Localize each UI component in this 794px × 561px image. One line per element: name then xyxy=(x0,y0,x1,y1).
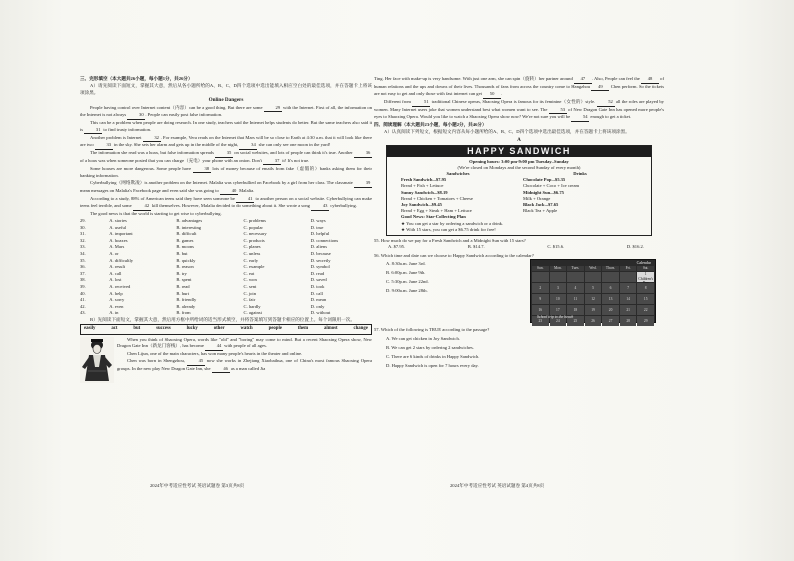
option-b: B. 6:00p.m. June 9th. xyxy=(386,270,426,276)
calendar-day-header: Sat. xyxy=(637,266,654,271)
menu-sign-title: HAPPY SANDWICH xyxy=(387,146,651,157)
option-d: D. Happy Sandwich is open for 7 hours every day. xyxy=(386,362,479,368)
calendar-day-header: Tues. xyxy=(567,266,584,271)
word-option: other xyxy=(213,326,225,332)
drink-item: Midnight Sun...$6.75 xyxy=(523,189,564,195)
question-55 xyxy=(374,238,664,251)
option-c: C. popular xyxy=(243,224,263,230)
option-d: D. helpful xyxy=(310,231,330,237)
sandwich-item: Bread + Egg + Steak + Ham + Lettuce xyxy=(401,208,472,214)
left-page-footer: 2024年中考适应性考试 英语试题卷 第3页共8页 xyxy=(150,483,245,488)
calendar-title: Calendar xyxy=(636,260,651,266)
option-c: C. sent xyxy=(243,283,257,289)
sandwich-item: Bread + Fish + Lettuce xyxy=(401,183,444,189)
calendar-date-cell: 23 xyxy=(532,316,549,326)
option-c: C. unless xyxy=(243,250,261,256)
option-d: D. ways xyxy=(310,218,326,223)
answer-blank: 38 xyxy=(193,166,211,174)
option-c: C. fair xyxy=(243,297,256,303)
option-row xyxy=(80,297,372,304)
opera-paragraphs xyxy=(117,337,372,383)
option-b: B. games xyxy=(176,237,194,243)
answer-blank: 42 xyxy=(133,203,151,211)
calendar-date-cell xyxy=(532,272,549,282)
option-row xyxy=(80,251,372,258)
option-b: B. try xyxy=(176,270,187,276)
calendar-date-cell: 1 Children's xyxy=(638,272,654,281)
calendar-day-header: Thurs. xyxy=(602,266,619,271)
passage-paragraph: This can be a problem when people are doing research. In one study, teachers said the Internet helps students do better. But the same teachers also said it is 31 to find trusty information. xyxy=(80,120,372,134)
option-row xyxy=(80,264,372,271)
opening-hours: Opening hours: 3:00 pm-9:00 pm Tuesday–Sunday xyxy=(469,158,569,164)
calendar-day-header: Fri. xyxy=(620,266,637,271)
option-row xyxy=(80,304,372,311)
option-a: A. useful xyxy=(109,224,127,230)
option-d: D. $16.2. xyxy=(626,244,644,250)
calendar-date-cell: 17 xyxy=(550,305,567,315)
drink-item: Chocolate + Coco + Ice cream xyxy=(523,183,580,189)
calendar-date-cell: 15 xyxy=(637,294,654,304)
option-a: A. help xyxy=(109,290,123,296)
question-number: 39. xyxy=(80,283,86,289)
opera-paragraph: When you think of Shaoxing Opera, words like "old" and "boring" may come to mind. But a recent Shaoxing Opera show, New Dragon Gate Inn（新龙门客栈）, has become 44 with people of all ages. xyxy=(117,337,372,351)
option-d: D. symbol xyxy=(310,264,330,270)
option-b: B. advantages xyxy=(176,218,203,223)
opera-paragraph: Chen was born in Shengzhou, 45 now she works in Zhejiang Xiaobaihua, one of China's most famous Shaoxing Opera groups. In the new play New Dragon Gate Inn, she 46 as a man called Jia xyxy=(117,358,372,373)
calendar-date-cell: 3 xyxy=(550,283,567,293)
answer-blank: 43 xyxy=(311,203,329,211)
option-d: D. secretly xyxy=(310,257,331,263)
option-d: D. saved xyxy=(310,277,327,283)
answer-blank: 36 xyxy=(354,150,372,158)
calendar-day-header: Sun. xyxy=(532,266,549,271)
option-c: C. necessary xyxy=(243,231,267,237)
closed-note: (We're closed on Mondays and the second Sunday of every month) xyxy=(457,164,581,170)
question-number: 34. xyxy=(80,250,86,256)
calendar-date-cell: 20 xyxy=(602,305,619,315)
passage-paragraph: The information she read was a hoax, but false information spreads 35 on social websites, and lots of people can think it's true. Another 36 of a hoax was when someone posted that you can charge（充电）your phone with an onion. Don't 37 it! It's not true. xyxy=(80,150,372,165)
option-c: C. early xyxy=(243,257,259,263)
passage-paragraph: The good news is that the world is starting to get wise to cyberbullying. xyxy=(90,211,222,216)
calendar-date-cell: 13 xyxy=(602,294,619,304)
option-b: B. interesting xyxy=(176,224,202,230)
answer-blank: 52 xyxy=(597,99,615,107)
calendar-date-cell: 22 xyxy=(637,305,654,315)
option-a: A. hoaxes xyxy=(109,237,128,243)
answer-blank: 54 xyxy=(571,114,589,122)
drink-item: Milk + Orange xyxy=(523,195,551,201)
answer-blank: 50 xyxy=(483,91,501,99)
calendar-date-cell: 8 xyxy=(637,283,654,293)
word-option: success xyxy=(156,326,171,332)
question-number: 30. xyxy=(80,224,86,230)
right-column xyxy=(374,76,664,370)
happy-sandwich-menu xyxy=(386,145,652,236)
calendar-date-cell: 19 xyxy=(585,305,602,315)
option-c: C. example xyxy=(243,264,265,270)
option-a: A. in xyxy=(109,310,119,316)
answer-blank: 32 xyxy=(143,135,161,143)
option-c: C. hardly xyxy=(243,303,261,309)
passage-paragraph: According to a study, 88% of American teens said they have seen someone be 41 to another person on a social website. Cyberbullying can make teens feel terrible, and some 42 kill themselves. However, Malalia decided to do something about it. She wrote a song 43 cyberbullying. xyxy=(80,196,372,211)
opera-continuation-2: Different from 51 traditional Chinese operas, Shaoxing Opera is famous for its feminine（女性的）style. 52 all the roles are played by women. Many Internet users joke that women understand best what women want to see. The 53 of New Dragon Gate Inn has opened more people's eyes to Shaoxing Opera. Would you like to watch a Shaoxing Opera show now? We're not sure you will be 54 enough to get a ticket. xyxy=(374,99,664,122)
calendar-date-cell: 7 xyxy=(620,283,637,293)
option-row xyxy=(80,238,372,245)
option-b: B. quickly xyxy=(176,257,196,263)
calendar-caption: School trip to the beach xyxy=(537,314,574,319)
option-c: C. join xyxy=(243,290,257,296)
option-row xyxy=(80,310,372,317)
answer-blank: 45 xyxy=(187,358,205,366)
answer-blank: 46 xyxy=(212,366,230,374)
word-option: act xyxy=(111,326,118,332)
calendar-date-cell: 29 xyxy=(637,316,654,326)
answer-blank: 47 xyxy=(574,76,592,84)
option-d: D. read xyxy=(310,270,325,276)
question-stem: 56. Which time and date can we choose to Happy Sandwich according to the calendar? xyxy=(374,252,534,258)
option-a: A. lost xyxy=(109,277,122,283)
question-number: 38. xyxy=(80,277,86,283)
calendar-date-cell: 2 xyxy=(532,283,549,293)
option-c: C. There are 6 kinds of drinks in Happy Sandwich. xyxy=(386,353,480,359)
answer-blank: 48 xyxy=(641,76,659,84)
answer-blank: 49 xyxy=(591,84,609,92)
sandwiches-heading: Sandwiches xyxy=(446,170,470,176)
sandwich-item: Fresh Sandwich...$7.95 xyxy=(401,177,447,183)
plan-title: Good News: Star-Collecting Plan xyxy=(401,214,466,220)
option-c: C. products xyxy=(243,237,265,243)
option-c: C. won xyxy=(243,277,257,283)
calendar-date-cell xyxy=(567,272,584,282)
option-d: D. only xyxy=(310,303,325,309)
answer-blank: 30 xyxy=(127,112,145,120)
passage-paragraph: Another problem is Internet 32 . For example, Vera reads on the Internet that Mars will be so close to Earth at 4:30 a.m. that it will look like there are two 33 in the sky. She sets her alarm and gets up in the middle of the night, 34 she can only see one moon in the yard! xyxy=(80,135,372,150)
calendar-date-cell: 26 xyxy=(585,316,602,326)
question-stem: 57. Which of the following is TRUE according to the passage? xyxy=(374,327,490,333)
opera-performer-illustration xyxy=(80,337,114,383)
word-box xyxy=(80,324,372,335)
passage-paragraph: Some hoaxes are more dangerous. Some people have 38 lots of money because of emails from fake（虚假的）banks asking them for their banking information. xyxy=(80,165,372,178)
option-a: A. We can get chicken in Joy Sandwich. xyxy=(386,335,460,341)
word-option: easily xyxy=(84,326,96,332)
option-row xyxy=(80,244,372,251)
option-b: B. moons xyxy=(176,244,194,250)
option-c: C. 5:30p.m. June 22nd. xyxy=(386,279,429,285)
calendar-date-cell xyxy=(585,272,602,282)
right-page-footer: 2024年中考适应性考试 英语试题卷 第4页共8页 xyxy=(450,483,545,488)
question-number: 32. xyxy=(80,237,86,243)
calendar-day-header: Wed. xyxy=(585,266,602,271)
question-number: 40. xyxy=(80,290,86,296)
word-option: almost xyxy=(324,326,338,332)
calendar-date-cell xyxy=(602,272,619,282)
calendar-date-cell: 11 xyxy=(567,294,584,304)
option-row xyxy=(80,225,372,232)
option-c: C. eat xyxy=(243,270,255,276)
question-number: 33. xyxy=(80,244,86,250)
option-row xyxy=(80,231,372,238)
option-row xyxy=(80,271,372,278)
option-row xyxy=(80,258,372,265)
question-57 xyxy=(374,327,664,370)
part-b-instructions: B）先阅读下面短文，掌握其大意，然后用方框中所给词的适当形式填空，并将答案填写到答题卡相应的位置上。每个词限用一次。 xyxy=(90,316,355,322)
question-number: 42. xyxy=(80,303,86,309)
calendar-date-cell: 18 xyxy=(567,305,584,315)
opera-continuation: Ting. Her face with make-up is very handsome. With just one arm, she can spin（旋转）her partner around 47 . Also, People can feel the 48 of human relations and the ups and downs of their lives. Thousands of fans from across the country come to Hangzhou 49 Chen perform. So the tickets are not easy to get and only those with fast internet can get 50 . xyxy=(374,76,664,99)
option-a: A. stories xyxy=(109,218,127,223)
question-number: 43. xyxy=(80,310,86,316)
question-number: 29. xyxy=(80,218,86,223)
answer-blank: 40 xyxy=(220,188,238,196)
option-d: D. mean xyxy=(310,297,327,303)
option-a: A. result xyxy=(109,264,126,270)
option-a: A. important xyxy=(109,231,133,237)
option-c: C. problems xyxy=(243,218,266,223)
option-a: A. sorry xyxy=(109,297,125,303)
answer-blank: 41 xyxy=(236,196,254,204)
option-a: A. or xyxy=(109,250,119,256)
passage-paragraphs xyxy=(80,105,372,218)
calendar-date-cell xyxy=(620,272,637,282)
calendar-date-cell xyxy=(550,272,567,282)
option-b: B. reason xyxy=(176,264,194,270)
june-calendar xyxy=(530,259,656,323)
word-option: them xyxy=(297,326,309,332)
answer-blank: 29 xyxy=(264,105,282,113)
calendar-date-cell: 5 xyxy=(585,283,602,293)
option-d: D. because xyxy=(310,250,331,256)
answer-blank: 35 xyxy=(215,150,233,158)
word-option: lucky xyxy=(186,326,198,332)
answer-blank: 44 xyxy=(205,343,223,351)
option-row xyxy=(80,277,372,284)
option-c: C. planes xyxy=(243,244,261,250)
option-b: B. We can get 2 stars by ordering 2 sandwiches. xyxy=(386,344,474,350)
option-b: B. already xyxy=(176,303,196,309)
opera-passage xyxy=(80,337,372,383)
option-b: B. difficult xyxy=(176,231,197,237)
option-d: D. without xyxy=(310,310,331,316)
passage-paragraph: People having control over Internet content（内容）can be a good thing. But there are some 29 with the Internet. First of all, the information on the Internet is not always 30 . People can easily post false information. xyxy=(80,105,372,120)
opera-paragraph: Chen Lijun, one of the main characters, has won many people's hearts in the theater and online. xyxy=(127,351,303,357)
calendar-date-cell: 24 xyxy=(550,316,567,326)
section-heading: 三、完形填空（本大题共26小题，每小题1分，共26分） xyxy=(80,76,193,81)
option-b: B. hurt xyxy=(176,290,190,296)
option-a: A. even xyxy=(109,303,124,309)
passage-paragraph: Cyberbullying（网络欺凌）is another problem on the Internet. Malalia was cyberbullied on Facebook by a girl from her class. The classmate 39 mean messages on Malalia's Facebook page and even said she was going to 40 Malalia. xyxy=(80,180,372,195)
calendar-date-cell: 16 xyxy=(532,305,549,315)
option-d: D. 9:00a.m. June 28th. xyxy=(386,288,428,294)
calendar-date-cell: 28 xyxy=(620,316,637,326)
word-option: change xyxy=(353,326,368,332)
word-option: watch xyxy=(240,326,253,332)
question-number: 37. xyxy=(80,270,86,276)
option-a: A. $7.95. xyxy=(388,244,406,250)
option-a: A. Mars xyxy=(109,244,125,250)
menu-grid xyxy=(401,171,637,214)
option-b: B. $14.7. xyxy=(467,244,485,250)
sandwich-item: Joy Sandwich...$9.45 xyxy=(401,201,442,207)
calendar-date-cell: 4 xyxy=(567,283,584,293)
drinks-heading: Drinks xyxy=(573,170,587,176)
question-number: 36. xyxy=(80,264,86,270)
question-number: 35. xyxy=(80,257,86,263)
option-b: B. read xyxy=(176,283,190,289)
option-a: A. difficultly xyxy=(109,257,134,263)
option-d: D. aliens xyxy=(310,244,327,250)
option-d: D. took xyxy=(310,283,325,289)
calendar-date-cell: 27 xyxy=(602,316,619,326)
answer-blank: 33 xyxy=(95,142,113,150)
option-row xyxy=(80,284,372,291)
calendar-date-cell: 12 xyxy=(585,294,602,304)
answer-blank: 53 xyxy=(549,107,567,115)
question-56 xyxy=(374,253,664,326)
calendar-date-cell: 25 xyxy=(567,316,584,326)
sandwich-item: Sunny Sandwich...$8.19 xyxy=(401,189,448,195)
option-a: A. call xyxy=(109,270,122,276)
calendar-day-header: Mon. xyxy=(550,266,567,271)
question-stem: 55. How much do we pay for a Fresh Sandwich and a Midnight Sun with 15 stars? xyxy=(374,237,526,243)
word-option: but xyxy=(133,326,141,332)
drink-item: Chocolate Pop...$5.35 xyxy=(523,177,566,183)
option-b: B. but xyxy=(176,250,188,256)
section4-instructions: A）认真阅读下列短文，根据短文内容从每小题所给的A、B、C、D四个选项中选出最佳选项，并在答题卡上将该项涂黑。 xyxy=(384,129,630,134)
word-option: people xyxy=(268,326,282,332)
option-c: C. $15.6. xyxy=(547,244,565,250)
answer-blank: 37 xyxy=(263,158,281,166)
calendar-date-cell: 10 xyxy=(550,294,567,304)
section4-heading: 四、阅读理解（本大题共23小题，每小题2分，共46分） xyxy=(374,122,487,127)
option-d: D. connections xyxy=(310,237,339,243)
passage-title: Online Dangers xyxy=(208,97,244,103)
option-a: A. 8:30a.m. June 3rd. xyxy=(386,261,426,267)
option-row xyxy=(80,291,372,298)
answer-blank: 34 xyxy=(239,142,257,150)
plan-item: ★ With 15 stars, you can get a $6.75 drink for free! xyxy=(401,226,496,232)
drink-item: Black Tea + Apple xyxy=(523,208,558,214)
passage-label: A xyxy=(517,136,521,143)
answer-blank: 31 xyxy=(84,127,102,135)
calendar-date-cell: 14 xyxy=(620,294,637,304)
answer-blank: 39 xyxy=(354,180,372,188)
option-d: D. true xyxy=(310,224,324,230)
options-table xyxy=(80,218,372,317)
calendar-date-cell: 9 xyxy=(532,294,549,304)
option-a: A. received xyxy=(109,283,131,289)
calendar-date-cell: 6 xyxy=(602,283,619,293)
answer-blank: 51 xyxy=(412,99,430,107)
calendar-date-cell: 21 xyxy=(620,305,637,315)
option-b: B. spent xyxy=(176,277,192,283)
option-b: B. from xyxy=(176,310,191,316)
plan-item: ★ You can get a star by ordering a sandwich or a drink. xyxy=(401,220,504,226)
drink-item: Black Jack...$7.65 xyxy=(523,201,559,207)
left-column xyxy=(80,76,372,383)
sandwich-item: Bread + Chicken + Tomatoes + Cheese xyxy=(401,195,473,201)
option-b: B. friendly xyxy=(176,297,197,303)
option-row xyxy=(80,218,372,225)
question-number: 31. xyxy=(80,231,86,237)
question-number: 41. xyxy=(80,297,86,303)
option-d: D. call xyxy=(310,290,323,296)
part-a-instructions: A）请先阅读下面短文，掌握其大意，然后从各小题所给的A、B、C、D四个选项中选出能填入相应空白处的最佳选项，并在答题卡上将该项涂黑。 xyxy=(80,83,372,95)
option-c: C. against xyxy=(243,310,262,316)
